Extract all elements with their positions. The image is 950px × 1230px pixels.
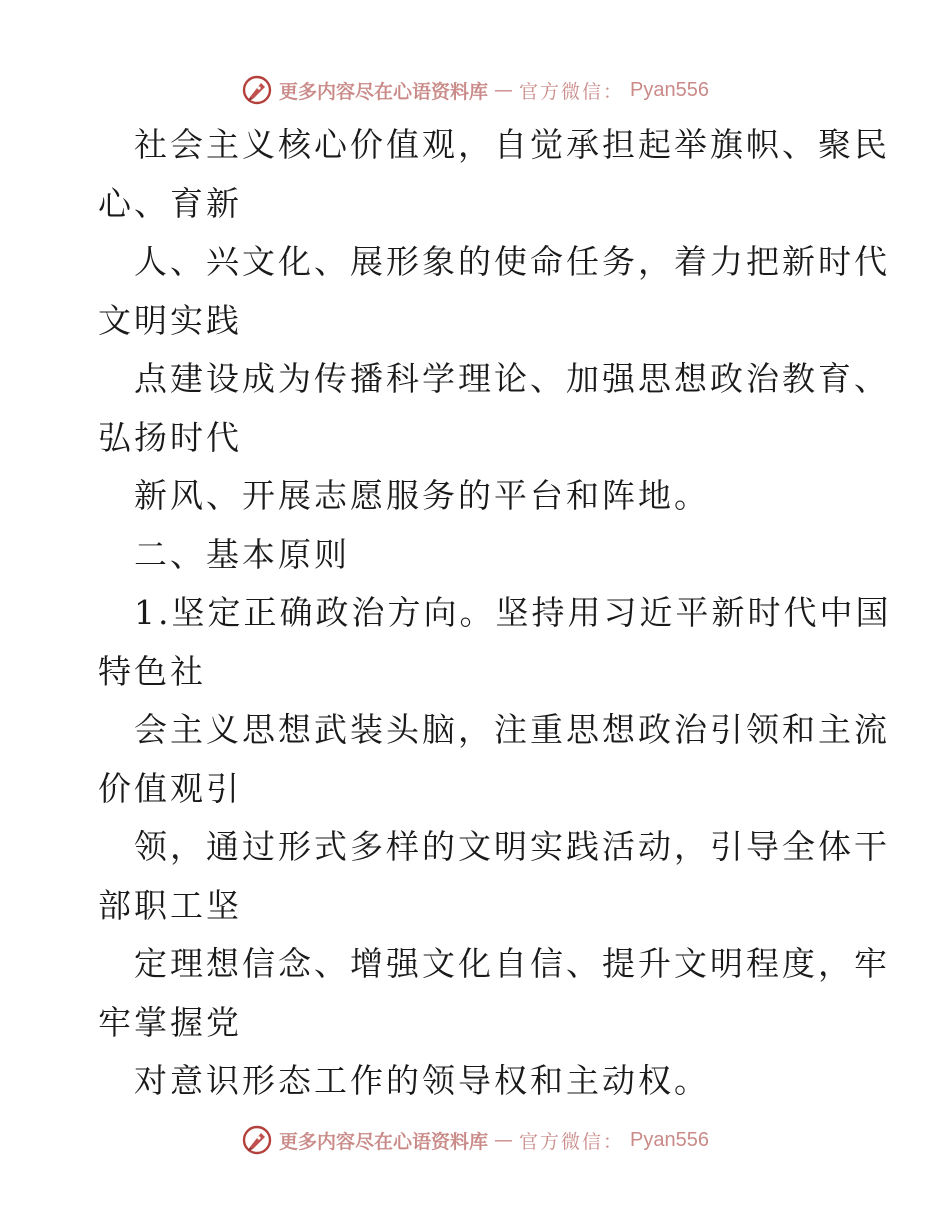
watermark-site-text: 更多内容尽在心语资料库: [279, 1130, 489, 1153]
footer-watermark: [0, 1120, 950, 1160]
text-line: 人、兴文化、展形象的使命任务，着力把新时代: [134, 242, 890, 281]
text-line: 特色社: [98, 651, 206, 691]
header-watermark: [0, 70, 950, 110]
watermark-wechat-label: 官方微信：: [519, 80, 625, 103]
text-line: 价值观引: [98, 768, 242, 808]
text-line: 牢掌握党: [98, 1002, 242, 1042]
text-line: 文明实践: [98, 300, 242, 340]
watermark-separator: —: [494, 79, 514, 101]
text-line: 二、基本原则: [134, 534, 350, 574]
watermark-separator: —: [494, 1129, 514, 1151]
text-line: 会主义思想武装头脑，注重思想政治引领和主流: [134, 710, 890, 749]
document-body: [98, 116, 892, 1111]
watermark-site-text: 更多内容尽在心语资料库: [279, 80, 489, 103]
text-line: 部职工坚: [98, 885, 242, 925]
watermark-wechat-id: Pyan556: [630, 78, 709, 101]
text-line: 弘扬时代: [98, 417, 242, 457]
text-line: 领，通过形式多样的文明实践活动，引导全体干: [134, 827, 890, 866]
text-line: 新风、开展志愿服务的平台和阵地。: [134, 476, 710, 515]
pen-nib-logo-icon: [241, 1124, 273, 1156]
watermark-wechat-label: 官方微信：: [519, 1130, 625, 1153]
pen-nib-logo-icon: [241, 74, 273, 106]
text-line: 心、育新: [98, 183, 242, 223]
text-line: 对意识形态工作的领导权和主动权。: [134, 1061, 710, 1100]
text-line: 定理想信念、增强文化自信、提升文明程度，牢: [134, 944, 890, 983]
text-line: 点建设成为传播科学理论、加强思想政治教育、: [134, 359, 890, 398]
text-line: 社会主义核心价值观，自觉承担起举旗帜、聚民: [134, 125, 890, 164]
text-line: 1.坚定正确政治方向。坚持用习近平新时代中国: [134, 593, 892, 632]
watermark-wechat-id: Pyan556: [630, 1128, 709, 1151]
